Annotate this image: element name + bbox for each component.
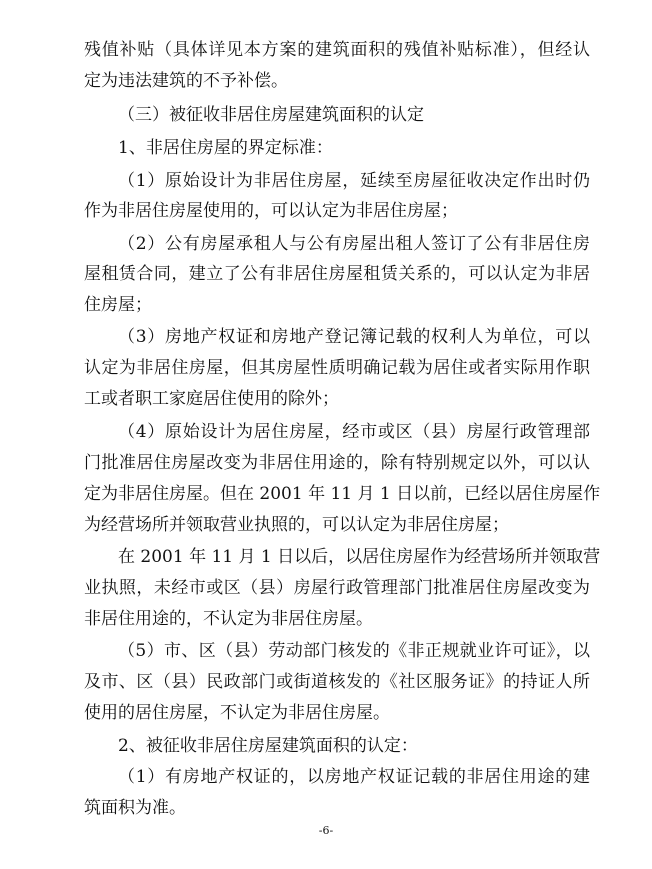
text-line: 业执照，未经市或区（县）房屋行政管理部门批准居住房屋改变为 <box>84 578 590 598</box>
subsection-heading: 1、非居住房屋的界定标准： <box>118 138 333 158</box>
text-line: （4）原始设计为居住房屋，经市或区（县）房屋行政管理部 <box>118 422 590 442</box>
text-line: （1）有房地产权证的，以房地产权证记载的非居住用途的建 <box>118 767 590 787</box>
text-line: （3）房地产权证和房地产登记簿记载的权利人为单位，可以 <box>118 327 590 347</box>
text-line: （1）原始设计为非居住房屋，延续至房屋征收决定作出时仍 <box>118 171 590 191</box>
text-line: 及市、区（县）民政部门或街道核发的《社区服务证》的持证人所 <box>84 672 590 692</box>
text-line: 筑面积为准。 <box>84 798 186 818</box>
text-line: （5）市、区（县）劳动部门核发的《非正规就业许可证》，以 <box>118 641 590 661</box>
text-line: 住房屋； <box>84 295 152 315</box>
text-line: （2）公有房屋承租人与公有房屋出租人签订了公有非居住房 <box>118 234 590 254</box>
text-line: 定为非居住房屋。但在 2001 年 11 月 1 日以前，已经以居住房屋作 <box>84 484 601 504</box>
page-number: -6- <box>318 824 334 837</box>
section-heading: （三）被征收非居住房屋建筑面积的认定 <box>118 105 424 125</box>
text-line: 残值补贴（具体详见本方案的建筑面积的残值补贴标准），但经认 <box>84 40 590 60</box>
text-line: 非居住用途的，不认定为非居住房屋。 <box>84 609 373 629</box>
text-line: 屋租赁合同，建立了公有非居住房屋租赁关系的，可以认定为非居 <box>84 264 590 284</box>
text-line: 定为违法建筑的不予补偿。 <box>84 71 288 91</box>
text-line: 工或者职工家庭居住使用的除外； <box>84 389 339 409</box>
text-line: 在 2001 年 11 月 1 日以后，以居住房屋作为经营场所并领取营 <box>118 547 601 567</box>
text-line: 为经营场所并领取营业执照的，可以认定为非居住房屋； <box>84 515 509 535</box>
text-line: 认定为非居住房屋，但其房屋性质明确记载为居住或者实际用作职 <box>84 358 590 378</box>
text-line: 使用的居住房屋，不认定为非居住房屋。 <box>84 703 390 723</box>
text-line: 门批准居住房屋改变为非居住用途的，除有特别规定以外，可以认 <box>84 453 590 473</box>
text-line: 作为非居住房屋使用的，可以认定为非居住房屋； <box>84 201 458 221</box>
subsection-heading: 2、被征收非居住房屋建筑面积的认定： <box>118 736 418 756</box>
